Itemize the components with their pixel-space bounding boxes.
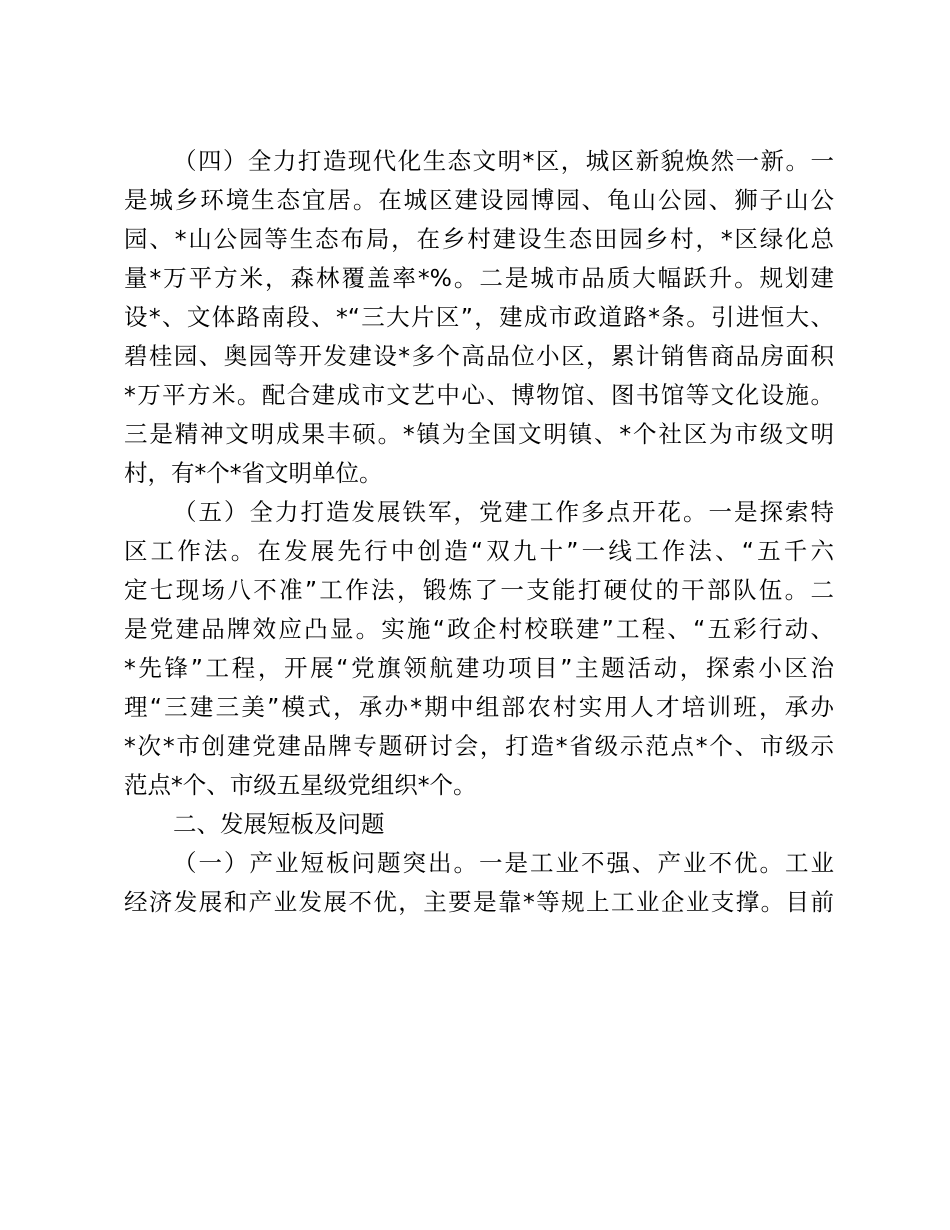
text-line: *万平方米。配合建成市文艺中心、博物馆、图书馆等文化设施。 (124, 381, 834, 409)
text-line: （五）全力打造发展铁军，党建工作多点开花。一是探索特 (173, 498, 834, 526)
text-line: 村，有*个*省文明单位。 (124, 459, 383, 487)
document-body (124, 142, 834, 922)
text-line: 园、*山公园等生态布局，在乡村建设生态田园乡村，*区绿化总 (124, 225, 834, 253)
text-line: 是城乡环境生态宜居。在城区建设园博园、龟山公园、狮子山公 (124, 186, 834, 214)
text-line: 经济发展和产业发展不优，主要是靠*等规上工业企业支撑。目前 (124, 888, 834, 916)
text-line: （一）产业短板问题突出。一是工业不强、产业不优。工业 (173, 849, 834, 877)
text-line: 三是精神文明成果丰硕。*镇为全国文明镇、*个社区为市级文明 (124, 420, 834, 448)
text-line: （四）全力打造现代化生态文明*区，城区新貌焕然一新。一 (173, 147, 834, 175)
text-line: 区工作法。在发展先行中创造“双九十”一线工作法、“五千六 (124, 537, 834, 565)
text-line: 碧桂园、奥园等开发建设*多个高品位小区，累计销售商品房面积 (124, 342, 834, 370)
text-line: 设*、文体路南段、*“三大片区”，建成市政道路*条。引进恒大、 (124, 303, 834, 331)
text-line: 量*万平方米，森林覆盖率*%。二是城市品质大幅跃升。规划建 (124, 264, 834, 292)
text-line: *先锋”工程，开展“党旗领航建功项目”主题活动，探索小区治 (124, 654, 834, 682)
text-line: 是党建品牌效应凸显。实施“政企村校联建”工程、“五彩行动、 (124, 615, 834, 643)
text-line: 范点*个、市级五星级党组织*个。 (124, 771, 477, 799)
section-heading: 二、发展短板及问题 (173, 810, 385, 838)
text-line: *次*市创建党建品牌专题研讨会，打造*省级示范点*个、市级示 (124, 732, 834, 760)
text-line: 定七现场八不准”工作法，锻炼了一支能打硬仗的干部队伍。二 (124, 576, 834, 604)
text-line: 理“三建三美”模式，承办*期中组部农村实用人才培训班，承办 (124, 693, 834, 721)
